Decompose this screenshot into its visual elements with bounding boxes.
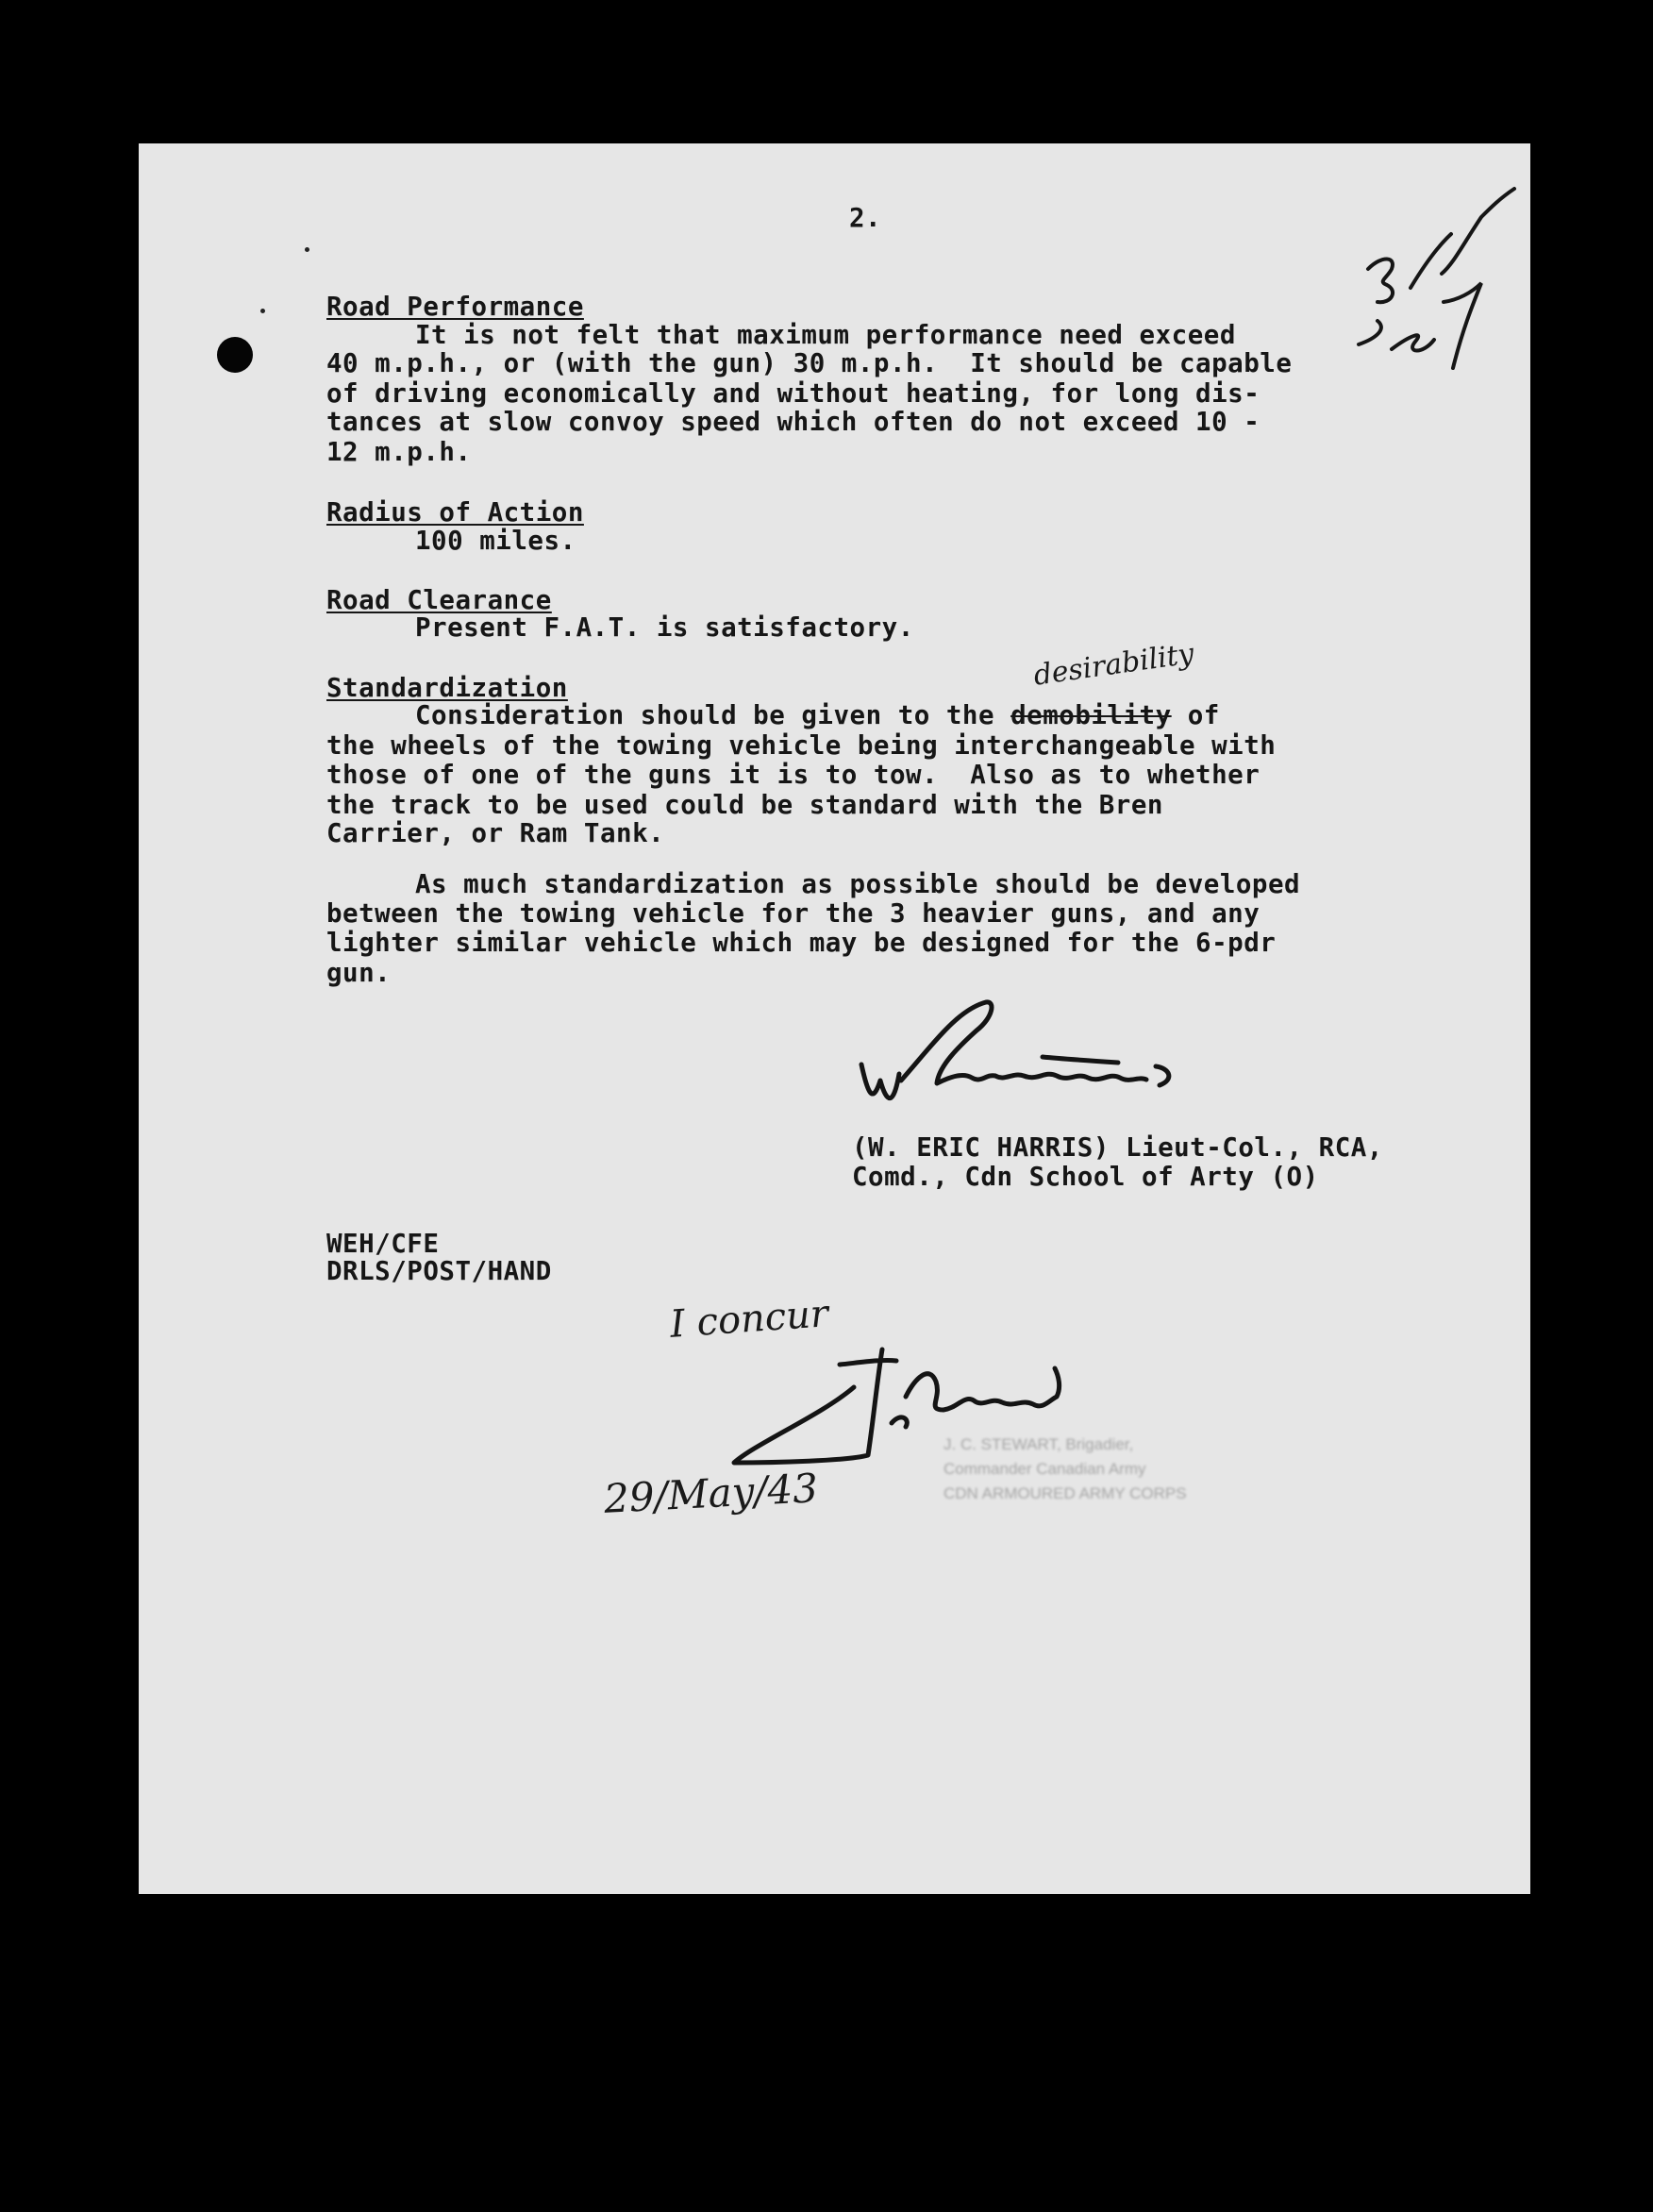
signatory-title: Comd., Cdn School of Arty (O) xyxy=(852,1162,1319,1192)
handwritten-date: 29/May/43 xyxy=(602,1465,820,1522)
ink-speck xyxy=(305,247,309,252)
heading-road-clearance: Road Clearance xyxy=(326,585,552,615)
body-line: It is not felt that maximum performance need exceed xyxy=(415,320,1236,350)
heading-road-performance: Road Performance xyxy=(326,292,584,322)
corner-handwritten-marks xyxy=(1340,179,1528,377)
handwritten-concur: I concur xyxy=(668,1292,830,1347)
body-line: Present F.A.T. is satisfactory. xyxy=(415,612,914,643)
heading-standardization: Standardization xyxy=(326,673,568,703)
body-line: gun. xyxy=(326,958,392,988)
body-line: 100 miles. xyxy=(415,526,576,556)
heading-radius-of-action: Radius of Action xyxy=(326,497,584,528)
handwritten-correction: desirability xyxy=(1031,637,1196,693)
signatory-name: (W. ERIC HARRIS) Lieut-Col., RCA, xyxy=(852,1132,1383,1163)
reference-initials: WEH/CFE xyxy=(326,1229,440,1259)
body-line: of driving economically and without heating, for long dis- xyxy=(326,378,1261,409)
punch-hole xyxy=(217,337,253,373)
body-line: tances at slow convoy speed which often do not exceed 10 - xyxy=(326,407,1261,437)
harris-signature xyxy=(844,991,1222,1114)
body-line: As much standardization as possible should be developed xyxy=(415,869,1301,899)
body-line: those of one of the guns it is to tow. Also as to whether xyxy=(326,760,1261,790)
body-line: Carrier, or Ram Tank. xyxy=(326,818,665,848)
ink-speck xyxy=(260,309,265,313)
page-number: 2. xyxy=(849,203,882,233)
body-line: 40 m.p.h., or (with the gun) 30 m.p.h. It should be capable xyxy=(326,348,1293,378)
faded-stamp: J. C. STEWART, Brigadier, Commander Canadian Army CDN ARMOURED ARMY CORPS xyxy=(943,1435,1187,1502)
body-line: between the towing vehicle for the 3 heavier guns, and any xyxy=(326,898,1261,929)
body-line: the wheels of the towing vehicle being interchangeable with xyxy=(326,730,1277,761)
struck-word: demobility xyxy=(1010,700,1172,730)
body-line: 12 m.p.h. xyxy=(326,437,472,467)
body-line: the track to be used could be standard with the Bren xyxy=(326,790,1163,820)
body-line: lighter similar vehicle which may be designed for the 6-pdr xyxy=(326,928,1277,958)
body-line-with-correction: Consideration should be given to the demobility of xyxy=(415,700,1220,730)
delivery-line: DRLS/POST/HAND xyxy=(326,1256,552,1286)
